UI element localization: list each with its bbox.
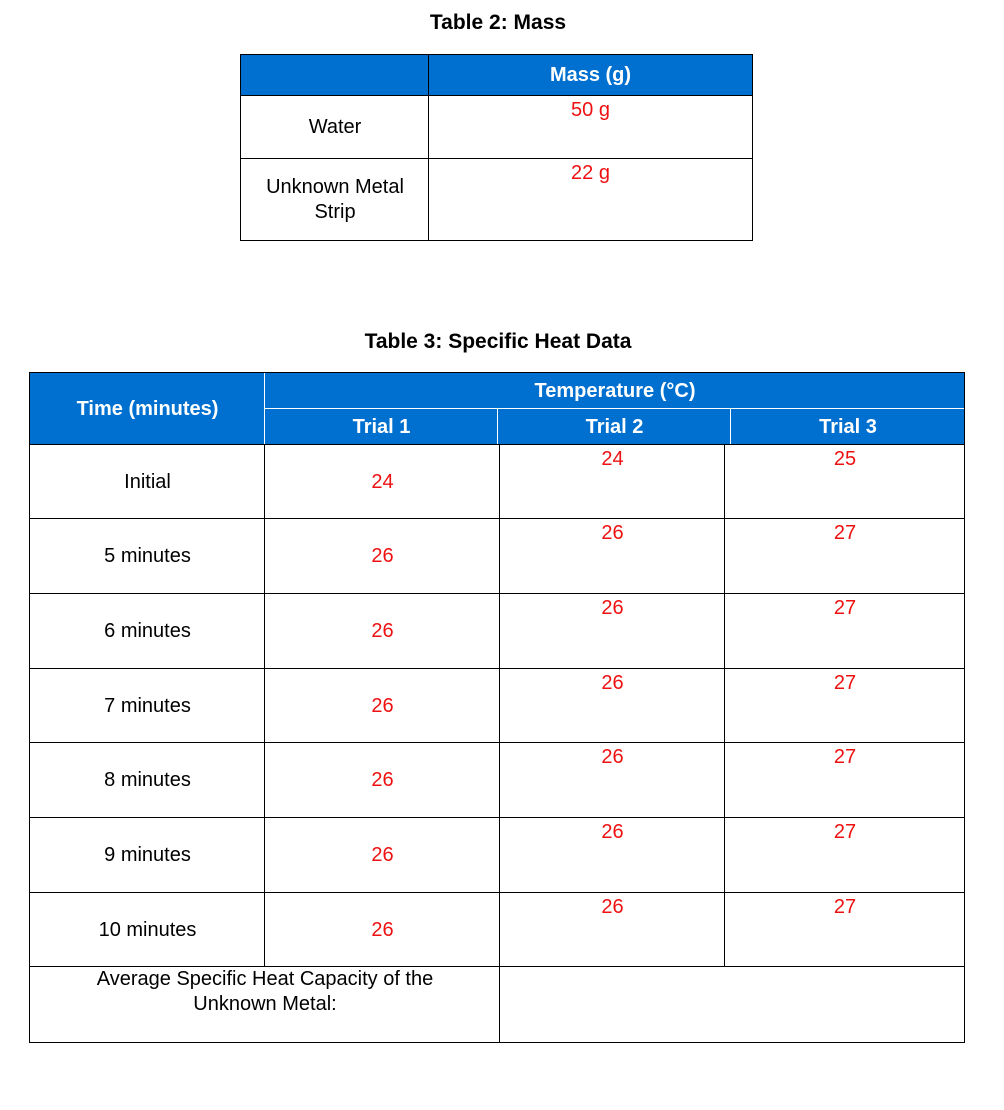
heat-border [29, 892, 965, 893]
trial-1-cell: 26 [371, 620, 394, 642]
heat-border [29, 1042, 965, 1043]
temperature-header: Temperature (°C) [265, 373, 965, 409]
trial-2-cell: 26 [601, 821, 624, 843]
heat-border [499, 445, 500, 1043]
time-cell: Initial [124, 470, 171, 493]
heat-border [724, 445, 725, 967]
trial-1-cell: 26 [371, 769, 394, 791]
trial-3-cell: 27 [833, 672, 857, 694]
mass-row-label-water: Water [308, 116, 362, 138]
heat-border [29, 742, 965, 743]
time-cell: 10 minutes [98, 918, 197, 941]
mass-border [240, 95, 753, 96]
mass-border [428, 54, 429, 241]
mass-border [240, 54, 241, 241]
trial-1-cell: 26 [371, 844, 394, 866]
mass-border [240, 54, 753, 55]
mass-table-title: Table 2: Mass [429, 11, 567, 34]
average-heat-value [500, 967, 965, 1042]
time-cell: 8 minutes [104, 769, 191, 791]
heat-border [964, 372, 965, 1043]
header-separator [730, 409, 731, 445]
time-header: Time (minutes) [30, 373, 265, 445]
mass-border [240, 240, 753, 241]
trial-1-cell: 26 [371, 545, 394, 567]
heat-border [29, 668, 965, 669]
time-cell: 5 minutes [104, 545, 191, 567]
mass-border [240, 158, 753, 159]
heat-border [29, 518, 965, 519]
trial-3-header: Trial 3 [731, 409, 965, 445]
trial-1-cell: 24 [371, 470, 394, 493]
trial-2-cell: 26 [601, 896, 624, 918]
trial-1-cell: 26 [371, 918, 394, 941]
heat-border [29, 372, 30, 1043]
time-cell: 7 minutes [104, 694, 191, 717]
heat-border [264, 445, 265, 967]
heat-table-title: Table 3: Specific Heat Data [364, 330, 632, 353]
mass-border [752, 54, 753, 241]
time-cell: 6 minutes [104, 620, 191, 642]
trial-2-cell: 26 [601, 597, 624, 619]
header-separator [265, 408, 965, 409]
mass-row-value-water: 50 g [571, 99, 610, 121]
time-cell: 9 minutes [104, 844, 191, 866]
heat-border [29, 444, 965, 445]
trial-3-cell: 27 [833, 746, 857, 768]
heat-border [29, 593, 965, 594]
heat-border [29, 817, 965, 818]
trial-3-cell: 27 [833, 522, 857, 544]
trial-2-cell: 26 [601, 746, 624, 768]
mass-table-header-mass: Mass (g) [429, 55, 752, 96]
trial-3-cell: 27 [833, 821, 857, 843]
trial-1-cell: 26 [371, 694, 394, 717]
trial-2-cell: 24 [601, 448, 624, 470]
trial-3-cell: 25 [833, 448, 857, 470]
trial-3-cell: 27 [833, 896, 857, 918]
header-separator [264, 373, 265, 445]
trial-1-header: Trial 1 [265, 409, 498, 445]
mass-row-label-metal: Unknown Metal Strip [266, 176, 404, 223]
trial-3-cell: 27 [833, 597, 857, 619]
trial-2-cell: 26 [601, 672, 624, 694]
heat-border [29, 372, 965, 373]
mass-row-value-metal: 22 g [571, 162, 610, 184]
mass-table-header-blank [241, 55, 429, 96]
trial-2-header: Trial 2 [498, 409, 731, 445]
average-heat-label: Average Specific Heat Capacity of the Unknown Metal: [96, 968, 434, 1015]
trial-2-cell: 26 [601, 522, 624, 544]
heat-border [29, 966, 965, 967]
header-separator [497, 409, 498, 445]
